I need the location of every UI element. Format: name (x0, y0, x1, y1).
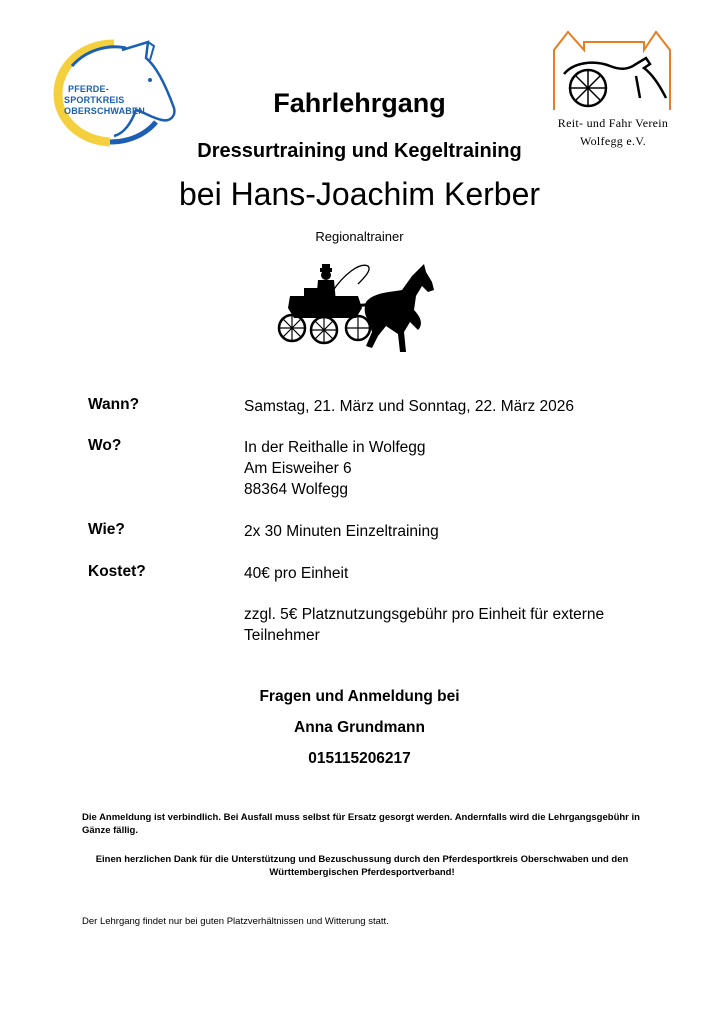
logo-text-3: OBERSCHWABEN (64, 106, 145, 116)
cost-extra (244, 604, 604, 646)
trainer-role: Regionaltrainer (315, 229, 404, 244)
contact-phone: 015115206217 (308, 750, 411, 767)
carriage-illustration (274, 262, 440, 356)
weather-note: Der Lehrgang findet nur bei guten Platzverhältnissen und Witterung statt. (82, 916, 389, 927)
reitverein-line1: Reit- und Fahr Verein (557, 116, 669, 130)
when-label: Wann? (88, 396, 140, 413)
contact-name: Anna Grundmann (294, 719, 425, 736)
where-line: Am Eisweiher 6 (244, 460, 352, 477)
thanks-note: Einen herzlichen Dank für die Unterstützung und Bezuschussung durch den Pferdesportkreis Oberschwaben und den Württembergischen Pferdesportverband! (95, 854, 629, 878)
cost-label: Kostet? (88, 563, 146, 580)
where-line: 88364 Wolfegg (244, 481, 348, 498)
where-line: In der Reithalle in Wolfegg (244, 439, 426, 456)
subtitle: Dressurtraining und Kegeltraining (197, 140, 522, 162)
trainer-name: bei Hans-Joachim Kerber (178, 176, 541, 212)
reitverein-line2: Wolfegg e.V. (579, 134, 647, 148)
when-value: Samstag, 21. März und Sonntag, 22. März 2026 (244, 398, 574, 415)
how-label: Wie? (88, 521, 125, 538)
horse-carriage-icon (274, 262, 440, 356)
cost-value: 40€ pro Einheit (244, 565, 349, 582)
how-value: 2x 30 Minuten Einzeltraining (244, 523, 439, 540)
where-address (244, 437, 426, 500)
cost-extra-line: Teilnehmer (244, 627, 320, 644)
cost-extra-line: zzgl. 5€ Platznutzungsgebühr pro Einheit für externe (244, 606, 605, 623)
page-title: Fahrlehrgang (273, 88, 446, 118)
logo-text-2: SPORTKREIS (64, 95, 125, 105)
binding-note: Die Anmeldung ist verbindlich. Bei Ausfall muss selbst für Ersatz gesorgt werden. Andernfalls wird die Lehrgangsgebühr in Gänze fällig. (82, 812, 640, 836)
where-label: Wo? (88, 437, 122, 454)
contact-heading: Fragen und Anmeldung bei (259, 688, 460, 705)
logo-text-1: PFERDE- (68, 84, 109, 94)
